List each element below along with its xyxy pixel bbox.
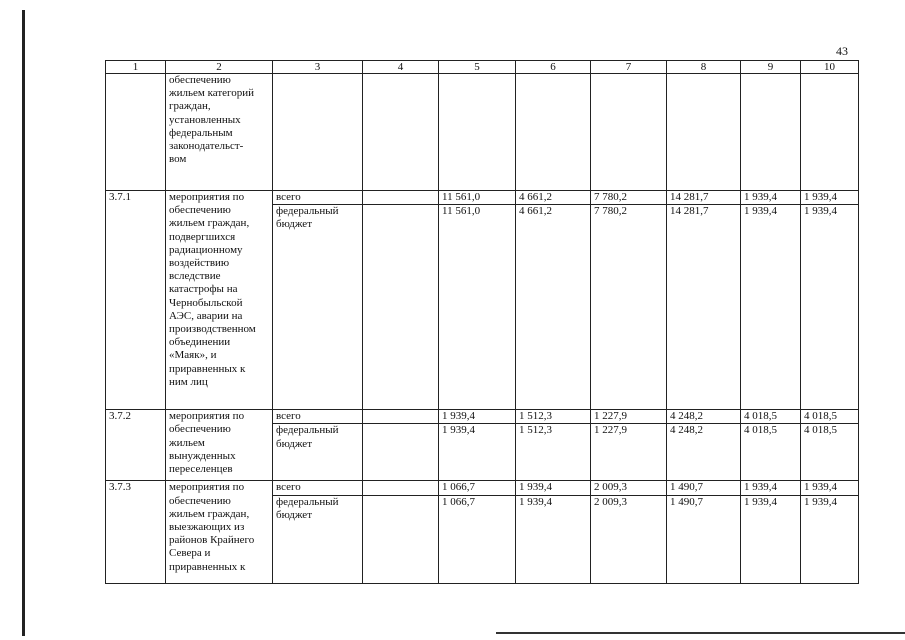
value-cell: 1 490,7 <box>667 481 741 495</box>
value-cell: 1 939,4 <box>801 191 859 205</box>
value-cell: 1 512,3 <box>516 410 591 424</box>
funding-source: всего <box>273 481 363 495</box>
value-cell: 1 227,9 <box>591 424 667 481</box>
value-cell: 1 939,4 <box>801 481 859 495</box>
row-number: 3.7.1 <box>106 191 166 410</box>
value-cell: 14 281,7 <box>667 205 741 410</box>
bottom-rule <box>496 632 905 634</box>
header-cell: 3 <box>273 61 363 74</box>
funding-source: федеральный бюджет <box>273 205 363 410</box>
row-number: 3.7.3 <box>106 481 166 583</box>
value-cell <box>667 74 741 191</box>
value-cell: 4 018,5 <box>801 410 859 424</box>
measure-name: мероприятия по обеспечению жильем граждан, подвергшихся радиационному воздействию вследствие катастрофы на Чернобыльской АЭС, аварии на производственном объединении «Маяк», и приравненных к ним лиц <box>166 191 273 410</box>
value-cell: 7 780,2 <box>591 191 667 205</box>
table-row <box>106 410 859 424</box>
value-cell: 1 939,4 <box>741 191 801 205</box>
value-cell <box>439 74 516 191</box>
value-cell: 1 939,4 <box>741 495 801 583</box>
value-cell: 4 018,5 <box>741 410 801 424</box>
header-cell: 10 <box>801 61 859 74</box>
left-margin-rule <box>22 10 25 636</box>
measure-name: обеспечению жильем категорий граждан, установленных федеральным законодательст- вом <box>166 74 273 191</box>
value-cell: 1 490,7 <box>667 495 741 583</box>
value-cell <box>363 410 439 424</box>
value-cell: 2 009,3 <box>591 495 667 583</box>
budget-table <box>105 60 859 584</box>
value-cell <box>363 191 439 205</box>
value-cell: 4 661,2 <box>516 191 591 205</box>
funding-source: всего <box>273 410 363 424</box>
table-row <box>106 191 859 205</box>
header-cell: 1 <box>106 61 166 74</box>
value-cell: 4 248,2 <box>667 424 741 481</box>
header-cell: 2 <box>166 61 273 74</box>
header-cell: 4 <box>363 61 439 74</box>
value-cell: 1 939,4 <box>439 410 516 424</box>
header-cell: 7 <box>591 61 667 74</box>
value-cell <box>516 74 591 191</box>
value-cell: 11 561,0 <box>439 191 516 205</box>
value-cell <box>363 495 439 583</box>
value-cell: 4 018,5 <box>801 424 859 481</box>
funding-source <box>273 74 363 191</box>
value-cell <box>363 481 439 495</box>
row-number <box>106 74 166 191</box>
value-cell <box>741 74 801 191</box>
value-cell <box>363 205 439 410</box>
value-cell: 11 561,0 <box>439 205 516 410</box>
value-cell <box>801 74 859 191</box>
value-cell: 2 009,3 <box>591 481 667 495</box>
value-cell: 1 066,7 <box>439 481 516 495</box>
value-cell: 4 248,2 <box>667 410 741 424</box>
funding-source: федеральный бюджет <box>273 495 363 583</box>
funding-source: федеральный бюджет <box>273 424 363 481</box>
header-row <box>106 61 859 74</box>
value-cell: 1 227,9 <box>591 410 667 424</box>
page-number: 43 <box>836 44 848 58</box>
value-cell: 1 939,4 <box>801 205 859 410</box>
value-cell: 1 939,4 <box>516 481 591 495</box>
value-cell: 1 066,7 <box>439 495 516 583</box>
value-cell: 7 780,2 <box>591 205 667 410</box>
header-cell: 6 <box>516 61 591 74</box>
continuation-row <box>106 74 859 191</box>
value-cell <box>363 74 439 191</box>
funding-source: всего <box>273 191 363 205</box>
value-cell: 1 939,4 <box>439 424 516 481</box>
value-cell: 4 661,2 <box>516 205 591 410</box>
measure-name: мероприятия по обеспечению жильем граждан, выезжающих из районов Крайнего Севера и приравненных к <box>166 481 273 583</box>
header-cell: 9 <box>741 61 801 74</box>
value-cell: 1 939,4 <box>741 481 801 495</box>
row-number: 3.7.2 <box>106 410 166 481</box>
value-cell: 1 939,4 <box>516 495 591 583</box>
table-row <box>106 481 859 495</box>
value-cell: 4 018,5 <box>741 424 801 481</box>
value-cell: 1 939,4 <box>741 205 801 410</box>
header-cell: 8 <box>667 61 741 74</box>
value-cell <box>363 424 439 481</box>
measure-name: мероприятия по обеспечению жильем вынужденных переселенцев <box>166 410 273 481</box>
value-cell: 14 281,7 <box>667 191 741 205</box>
value-cell <box>591 74 667 191</box>
value-cell: 1 512,3 <box>516 424 591 481</box>
header-cell: 5 <box>439 61 516 74</box>
value-cell: 1 939,4 <box>801 495 859 583</box>
